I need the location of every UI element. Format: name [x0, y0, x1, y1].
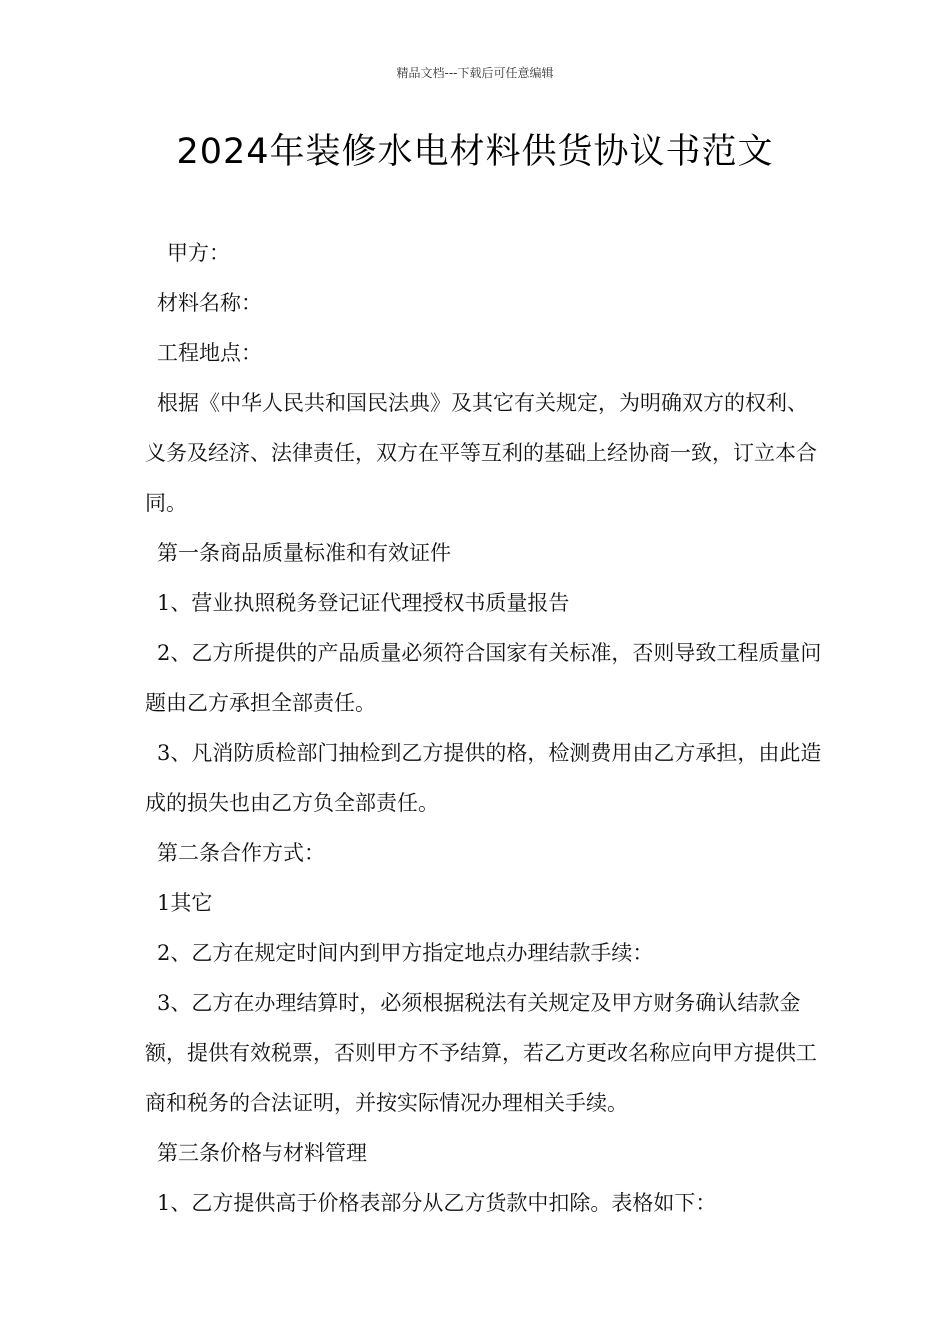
article-1-item-1: 1、营业执照税务登记证代理授权书质量报告: [157, 591, 570, 615]
article-2-item-1: 1其它: [157, 891, 213, 915]
document-title: 2024年装修水电材料供货协议书范文: [176, 132, 774, 172]
article-3-heading: 第三条价格与材料管理: [157, 1141, 367, 1165]
article-1-item-2: 2、乙方所提供的产品质量必须符合国家有关标准，否则导致工程质量问题由乙方承担全部责任。: [145, 641, 822, 715]
article-1-heading: 第一条商品质量标准和有效证件: [157, 541, 451, 565]
document-body: [145, 228, 825, 1228]
material-name-label: 材料名称：: [157, 291, 262, 315]
party-a-label: 甲方：: [167, 241, 230, 265]
header-note: 精品文档---下载后可任意编辑: [396, 66, 554, 80]
article-2-item-3: 3、乙方在办理结算时，必须根据税法有关规定及甲方财务确认结款金额，提供有效税票，否则甲方不予结算，若乙方更改名称应向甲方提供工商和税务的合法证明，并按实际情况办理相关手续。: [145, 991, 817, 1115]
article-2-item-2: 2、乙方在规定时间内到甲方指定地点办理结款手续：: [157, 941, 654, 965]
article-3-item-1: 1、乙方提供高于价格表部分从乙方货款中扣除。表格如下：: [157, 1191, 717, 1215]
preamble-paragraph: 根据《中华人民共和国民法典》及其它有关规定，为明确双方的权利、义务及经济、法律责任，双方在平等互利的基础上经协商一致，订立本合同。: [145, 391, 817, 515]
article-1-item-3: 3、凡消防质检部门抽检到乙方提供的格，检测费用由乙方承担，由此造成的损失也由乙方负全部责任。: [145, 741, 822, 815]
article-2-heading: 第二条合作方式：: [157, 841, 325, 865]
project-location-label: 工程地点：: [157, 341, 262, 365]
